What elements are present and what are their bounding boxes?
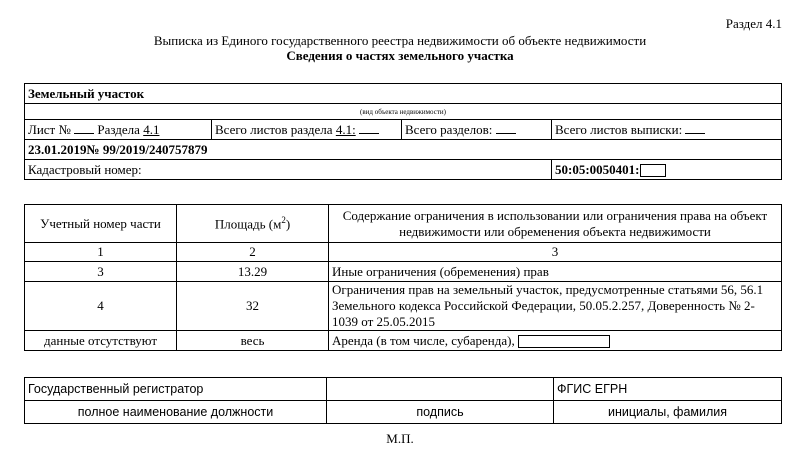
redacted-box: [640, 164, 666, 177]
sheet-number-blank: [74, 123, 94, 134]
section-label: Раздел 4.1: [725, 16, 782, 31]
sheet-number-cell: [25, 120, 212, 140]
total-sections-label: Всего разделов:: [405, 121, 493, 137]
signature-field: [327, 378, 554, 401]
header-area-close: ): [285, 216, 291, 232]
row-content-cell: [329, 331, 782, 351]
row-content: Аренда (в том числе, субаренда),: [332, 332, 515, 348]
object-type-value: Земельный участок: [25, 84, 782, 104]
total-sections-cell: [402, 120, 552, 140]
column-number: 2: [177, 243, 329, 262]
table-row: [25, 262, 782, 282]
total-sheets-blank: [359, 123, 379, 134]
row-area: 13.29: [177, 262, 329, 282]
total-sheets-value: 4.1:: [335, 121, 356, 137]
sheet-label: Лист №: [28, 121, 71, 137]
total-sections-blank: [496, 123, 516, 134]
total-sheets-cell: [212, 120, 402, 140]
cadastral-value-cell: [552, 160, 782, 180]
date-number: 23.01.2019№ 99/2019/240757879: [25, 140, 782, 160]
total-extract-sheets-label: Всего листов выписки:: [555, 121, 683, 137]
header-content: Содержание ограничения в использовании или ограничения права на объект недвижимости или обременения объекта недвижимости: [329, 205, 782, 243]
signature-caption: подпись: [327, 401, 554, 424]
header-area: [177, 205, 329, 243]
total-extract-sheets-blank: [685, 123, 705, 134]
column-number: 1: [25, 243, 177, 262]
signature-table: [24, 377, 782, 424]
position-caption: полное наименование должности: [25, 401, 327, 424]
row-area: 32: [177, 282, 329, 331]
table-row: [25, 282, 782, 331]
name-caption: инициалы, фамилия: [554, 401, 782, 424]
row-content: Ограничения прав на земельный участок, предусмотренные статьями 56, 56.1 Земельного кодекса Российской Федерации, 50.05.2.257, Доверенность № 2-1039 от 25.05.2015: [329, 282, 782, 331]
header-area-sup: 2: [281, 214, 286, 225]
registrar-system: ФГИС ЕГРН: [554, 378, 782, 401]
redacted-box: [518, 335, 610, 348]
total-extract-sheets-cell: [552, 120, 782, 140]
row-part: 3: [25, 262, 177, 282]
row-content: Иные ограничения (обременения) прав: [329, 262, 782, 282]
column-number: 3: [329, 243, 782, 262]
table-row: [25, 331, 782, 351]
stamp-place: М.П.: [386, 431, 414, 446]
total-sheets-label: Всего листов раздела: [215, 121, 333, 137]
row-area: весь: [177, 331, 329, 351]
document-title: Выписка из Единого государственного реестра недвижимости об объекте недвижимости: [153, 33, 647, 48]
header-part-number: Учетный номер части: [25, 205, 177, 243]
section-number: 4.1: [143, 121, 160, 137]
document-subtitle: Сведения о частях земельного участка: [286, 48, 514, 63]
cadastral-value: 50:05:0050401:: [555, 161, 640, 177]
section-prefix: Раздела: [97, 121, 140, 137]
parts-table: [24, 204, 782, 351]
object-info-table: [24, 83, 782, 180]
cadastral-label: Кадастровый номер:: [25, 160, 552, 180]
registrar-position: Государственный регистратор: [25, 378, 327, 401]
object-type-caption: (вид объекта недвижимости): [25, 104, 782, 120]
row-part: 4: [25, 282, 177, 331]
header-area-label: Площадь (м: [214, 216, 282, 232]
row-part: данные отсутствуют: [25, 331, 177, 351]
